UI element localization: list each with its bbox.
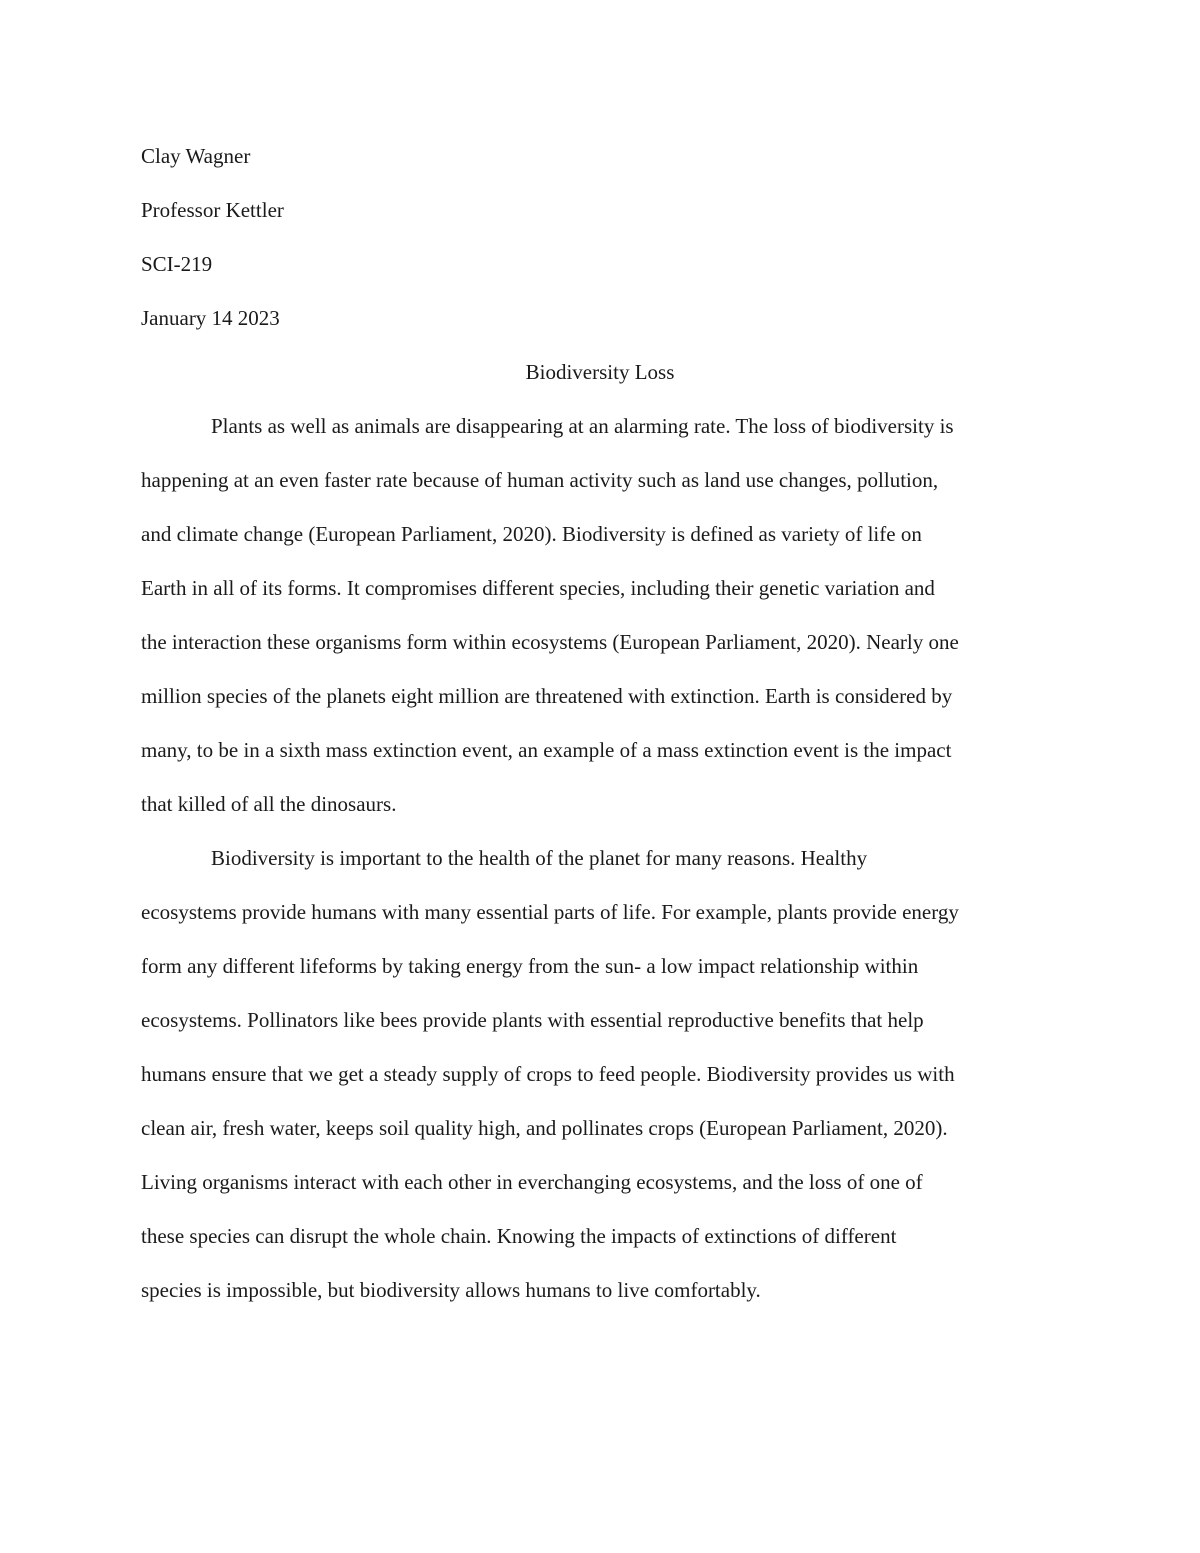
paragraph-line: happening at an even faster rate because of human activity such as land use changes, pollution,: [141, 468, 939, 492]
paragraph-line: Biodiversity is important to the health of the planet for many reasons. Healthy: [211, 846, 868, 870]
paragraph-line: many, to be in a sixth mass extinction event, an example of a mass extinction event is the impact: [141, 738, 952, 762]
paragraph-line: species is impossible, but biodiversity allows humans to live comfortably.: [141, 1278, 761, 1302]
document-title: Biodiversity Loss: [525, 360, 675, 384]
paragraph-line: the interaction these organisms form within ecosystems (European Parliament, 2020). Nearly one: [141, 630, 959, 654]
paragraph-line: Living organisms interact with each other in everchanging ecosystems, and the loss of one of: [141, 1170, 923, 1194]
paragraph-line: Plants as well as animals are disappearing at an alarming rate. The loss of biodiversity is: [211, 414, 954, 438]
paragraph-line: these species can disrupt the whole chain. Knowing the impacts of extinctions of different: [141, 1224, 897, 1248]
course-code: SCI-219: [141, 252, 213, 276]
paragraph-line: ecosystems. Pollinators like bees provide plants with essential reproductive benefits that help: [141, 1008, 924, 1032]
paragraph-line: that killed of all the dinosaurs.: [141, 792, 397, 816]
paragraph-line: clean air, fresh water, keeps soil quality high, and pollinates crops (European Parliament, 2020).: [141, 1116, 948, 1140]
document-date: January 14 2023: [141, 306, 280, 330]
instructor-name: Professor Kettler: [141, 198, 284, 222]
paragraph-line: Earth in all of its forms. It compromises different species, including their genetic variation and: [141, 576, 935, 600]
author-name: Clay Wagner: [141, 144, 251, 168]
paragraph-line: and climate change (European Parliament, 2020). Biodiversity is defined as variety of life on: [141, 522, 922, 546]
paragraph-line: humans ensure that we get a steady supply of crops to feed people. Biodiversity provides us with: [141, 1062, 955, 1086]
paragraph-line: ecosystems provide humans with many essential parts of life. For example, plants provide energy: [141, 900, 959, 924]
paragraph-line: form any different lifeforms by taking energy from the sun- a low impact relationship within: [141, 954, 919, 978]
paragraph-line: million species of the planets eight million are threatened with extinction. Earth is considered by: [141, 684, 953, 708]
